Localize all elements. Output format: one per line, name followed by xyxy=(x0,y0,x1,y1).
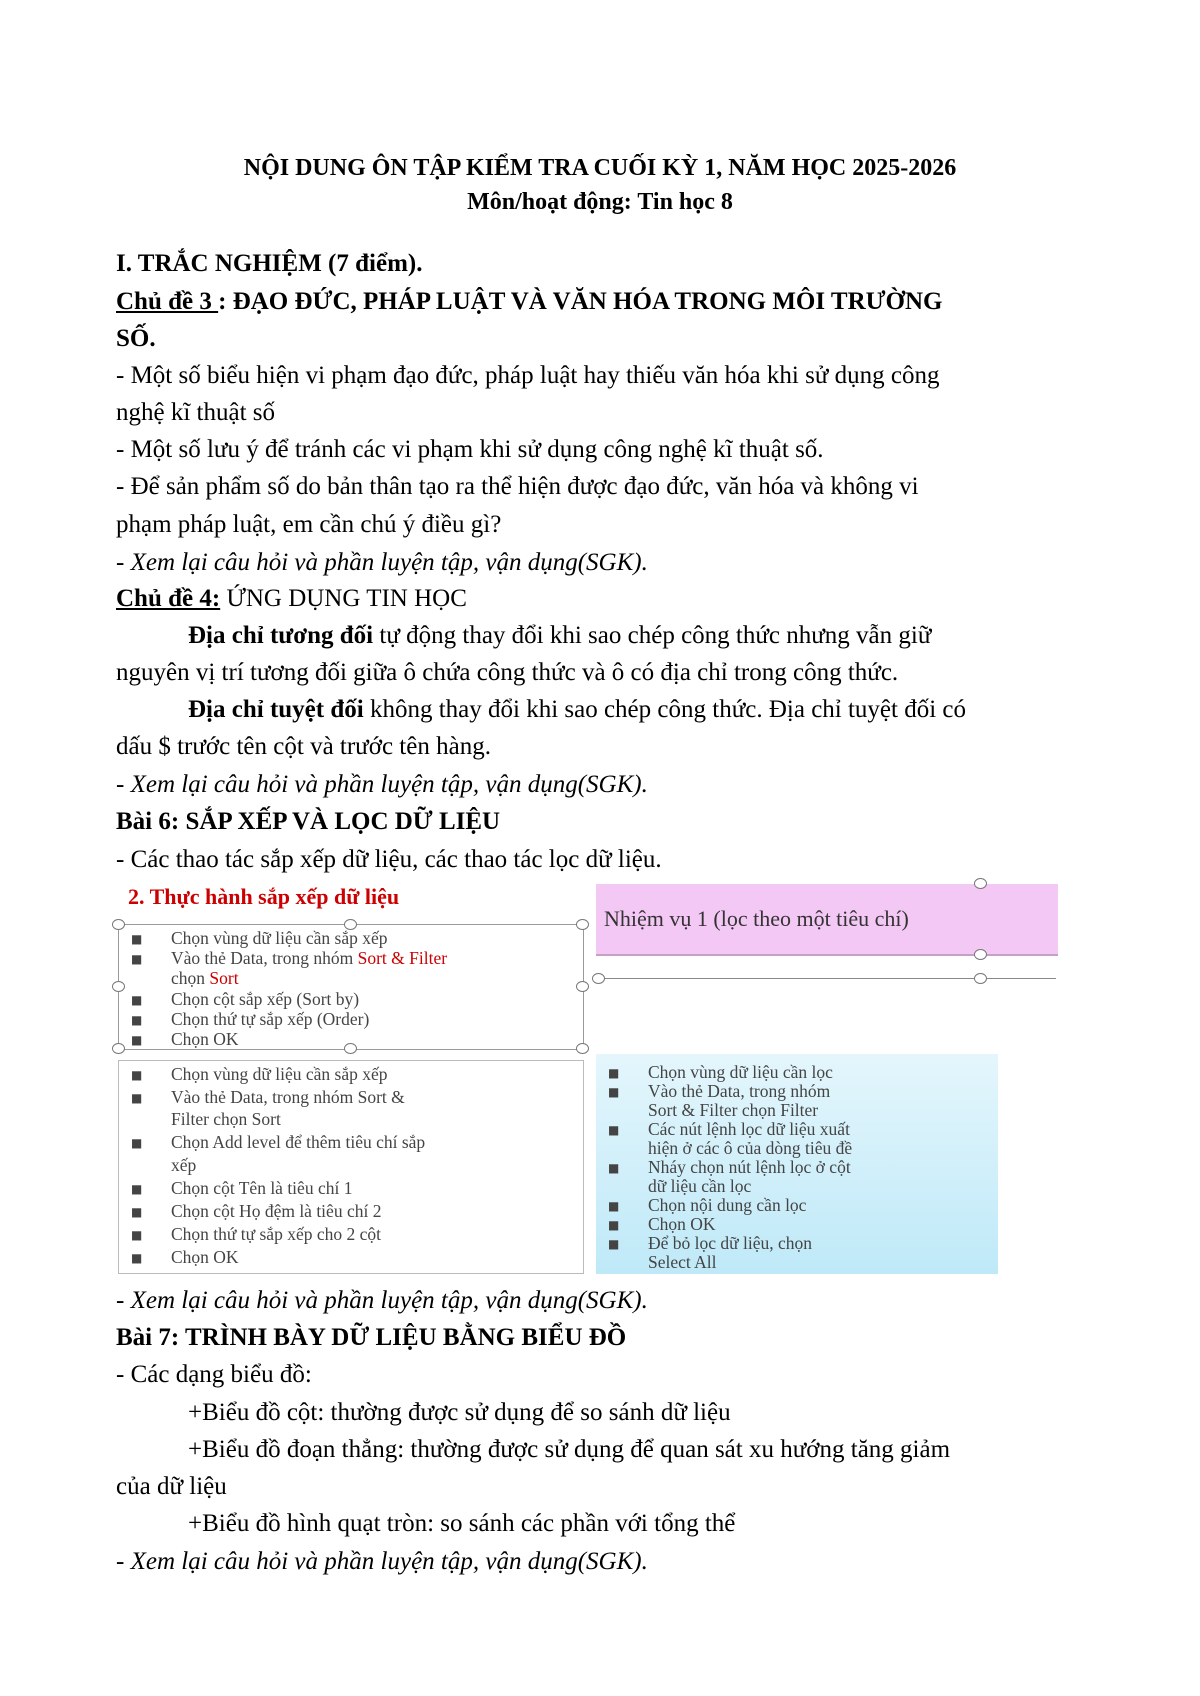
filter-steps-box xyxy=(596,1054,998,1274)
list-item: ■ Chọn nội dung cần lọc xyxy=(608,1195,807,1215)
list-item: ■ Vào thẻ Data, trong nhóm xyxy=(608,1081,831,1101)
list-item: ■ Chọn vùng dữ liệu cần sắp xếp xyxy=(131,1064,388,1084)
list-item: hiện ở các ô của dòng tiêu đề xyxy=(648,1138,853,1158)
paragraph: của dữ liệu xyxy=(116,1473,227,1500)
list-item: ■ Chọn cột Tên là tiêu chí 1 xyxy=(131,1178,353,1198)
list-item: Select All xyxy=(648,1252,717,1272)
list-item: Sort & Filter chọn Filter xyxy=(648,1100,819,1120)
paragraph: +Biểu đồ hình quạt tròn: so sánh các phần với tổng thể xyxy=(188,1510,736,1537)
list-item: ■ Chọn vùng dữ liệu cần lọc xyxy=(608,1062,833,1082)
list-item: ■ Chọn OK xyxy=(608,1214,716,1234)
topic-3-heading xyxy=(116,284,942,320)
paragraph: - Một số biểu hiện vi phạm đạo đức, pháp luật hay thiếu văn hóa khi sử dụng công xyxy=(116,362,940,389)
list-item: ■ Chọn OK xyxy=(131,1247,239,1267)
absolute-address-desc: không thay đổi khi sao chép công thức. Địa chỉ tuyệt đối có xyxy=(363,696,967,723)
task-1-label: Nhiệm vụ 1 (lọc theo một tiêu chí) xyxy=(604,906,909,931)
list-item: ■ Chọn cột Họ đệm là tiêu chí 2 xyxy=(131,1201,382,1221)
review-note: - Xem lại câu hỏi và phần luyện tập, vận dụng(SGK). xyxy=(116,1548,648,1575)
list-item: ■ Vào thẻ Data, trong nhóm Sort & Filter xyxy=(131,948,448,968)
list-item: ■ Để bỏ lọc dữ liệu, chọn xyxy=(608,1233,813,1253)
resize-handle xyxy=(974,949,987,960)
review-note: - Xem lại câu hỏi và phần luyện tập, vận dụng(SGK). xyxy=(116,1287,648,1314)
lesson-7-heading: Bài 7: TRÌNH BÀY DỮ LIỆU BẰNG BIỂU ĐỒ xyxy=(116,1324,627,1351)
paragraph: - Các dạng biểu đồ: xyxy=(116,1361,312,1388)
list-item: ■ Chọn vùng dữ liệu cần sắp xếp xyxy=(131,928,388,948)
topic-3-title: : ĐẠO ĐỨC, PHÁP LUẬT VÀ VĂN HÓA TRONG MÔI TRƯỜNG xyxy=(218,288,943,315)
connector-line xyxy=(598,978,1056,979)
list-item: ■ Chọn OK xyxy=(131,1029,239,1049)
topic-3-label: Chủ đề 3 xyxy=(116,288,219,315)
list-item: xếp xyxy=(171,1155,197,1175)
list-item: Filter chọn Sort xyxy=(171,1109,281,1129)
relative-address-term: Địa chỉ tương đối xyxy=(188,622,374,649)
list-item: ■ Chọn cột sắp xếp (Sort by) xyxy=(131,989,360,1009)
sort-filter-figure xyxy=(116,884,1064,1274)
topic-4-label: Chủ đề 4: xyxy=(116,585,221,612)
topic-4-heading xyxy=(116,581,467,617)
list-item: ■ Các nút lệnh lọc dữ liệu xuất xyxy=(608,1119,850,1139)
paragraph: phạm pháp luật, em cần chú ý điều gì? xyxy=(116,511,502,538)
paragraph: - Để sản phẩm số do bản thân tạo ra thể hiện được đạo đức, văn hóa và không vi xyxy=(116,473,919,500)
lesson-6-heading: Bài 6: SẮP XẾP VÀ LỌC DỮ LIỆU xyxy=(116,808,501,835)
list-item: ■ Nháy chọn nút lệnh lọc ở cột xyxy=(608,1157,851,1177)
paragraph: +Biểu đồ đoạn thẳng: thường được sử dụng để quan sát xu hướng tăng giảm xyxy=(188,1436,951,1463)
filter-steps-list xyxy=(596,1062,998,1272)
paragraph: - Một số lưu ý để tránh các vi phạm khi sử dụng công nghệ kĩ thuật số. xyxy=(116,436,824,463)
topic-3-title-cont: SỐ. xyxy=(116,325,156,352)
paragraph: dấu $ trước tên cột và trước tên hàng. xyxy=(116,733,491,760)
paragraph: nguyên vị trí tương đối giữa ô chứa công thức và ô có địa chỉ trong công thức. xyxy=(116,659,899,686)
paragraph xyxy=(188,692,966,728)
list-item: dữ liệu cần lọc xyxy=(648,1176,752,1196)
resize-handle xyxy=(592,973,605,984)
topic-4-title: ỨNG DỤNG TIN HỌC xyxy=(220,585,467,612)
multi-sort-list xyxy=(116,1064,586,1270)
task-1-box xyxy=(596,884,1058,956)
subject-line: Môn/hoạt động: Tin học 8 xyxy=(467,189,733,215)
paragraph: - Các thao tác sắp xếp dữ liệu, các thao tác lọc dữ liệu. xyxy=(116,846,662,873)
resize-handle xyxy=(974,878,987,889)
list-item: ■ Chọn Add level để thêm tiêu chí sắp xyxy=(131,1132,426,1152)
list-item: ■ Chọn thứ tự sắp xếp (Order) xyxy=(131,1009,370,1029)
review-note: - Xem lại câu hỏi và phần luyện tập, vận dụng(SGK). xyxy=(116,549,648,576)
list-item: ■ Vào thẻ Data, trong nhóm Sort & xyxy=(131,1087,405,1107)
paragraph xyxy=(188,618,931,654)
review-note: - Xem lại câu hỏi và phần luyện tập, vận dụng(SGK). xyxy=(116,771,648,798)
list-item: ■ Chọn thứ tự sắp xếp cho 2 cột xyxy=(131,1224,381,1244)
section-heading: I. TRẮC NGHIỆM (7 điểm). xyxy=(116,250,423,277)
document-title: NỘI DUNG ÔN TẬP KIỂM TRA CUỐI KỲ 1, NĂM HỌC 2025-2026 xyxy=(243,155,957,181)
paragraph: +Biểu đồ cột: thường được sử dụng để so sánh dữ liệu xyxy=(188,1399,731,1426)
relative-address-desc: tự động thay đổi khi sao chép công thức nhưng vẫn giữ xyxy=(373,622,932,649)
paragraph: nghệ kĩ thuật số xyxy=(116,399,276,426)
absolute-address-term: Địa chỉ tuyệt đối xyxy=(188,696,364,723)
resize-handle xyxy=(974,973,987,984)
list-item: chọn Sort xyxy=(171,968,239,988)
sort-steps-list xyxy=(116,928,586,1048)
sort-practice-heading: 2. Thực hành sắp xếp dữ liệu xyxy=(128,884,400,909)
